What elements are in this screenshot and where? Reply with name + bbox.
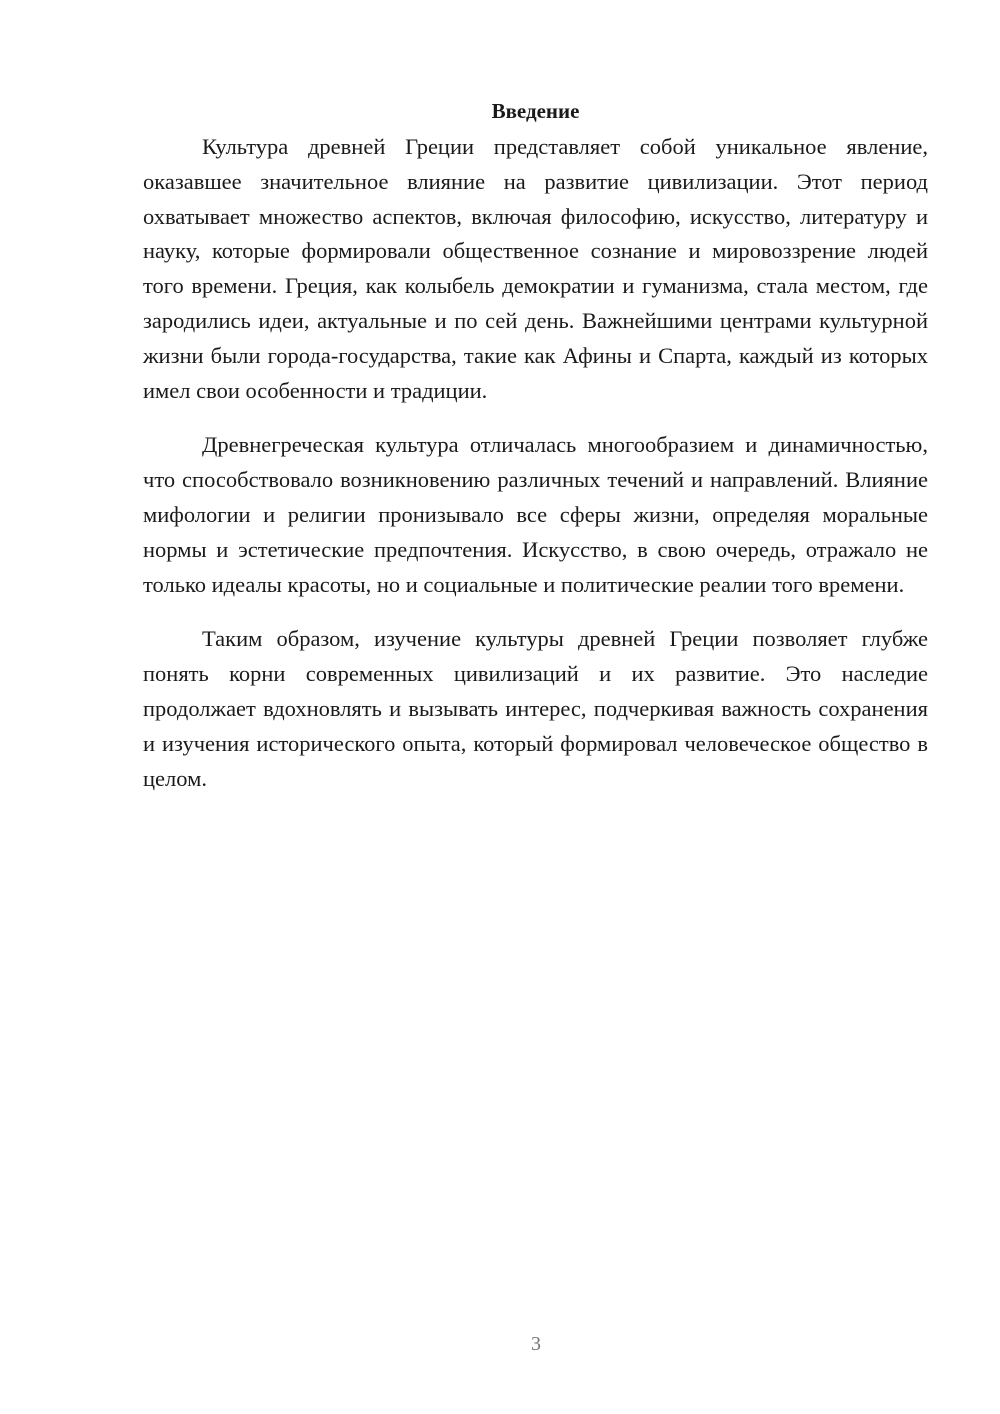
paragraph-3: Таким образом, изучение культуры древней Греции позволяет глубже понять корни современных цивилизаций и их развитие. Это наследие продолжает вдохновлять и вызывать интерес, подчеркивая важность сохранения и изучения исторического опыта, который формировал человеческое общество в целом. (143, 626, 928, 791)
page-number: 3 (531, 1333, 541, 1355)
paragraph-1: Культура древней Греции представляет собой уникальное явление, оказавшее значительное влияние на развитие цивилизации. Этот период охватывает множество аспектов, включая философию, искусство, литературу и науку, которые формировали общественное сознание и мировоззрение людей того времени. Греция, как колыбель демократии и гуманизма, стала местом, где зародились идеи, актуальные и по сей день. Важнейшими центрами культурной жизни были города-государства, такие как Афины и Спарта, каждый из которых имел свои особенности и традиции. (143, 134, 928, 403)
section-heading: Введение (491, 99, 580, 123)
paragraph-2: Древнегреческая культура отличалась многообразием и динамичностью, что способствовало возникновению различных течений и направлений. Влияние мифологии и религии пронизывало все сферы жизни, определяя моральные нормы и эстетические предпочтения. Искусство, в свою очередь, отражало не только идеалы красоты, но и социальные и политические реалии того времени. (143, 432, 928, 597)
page-content (143, 94, 928, 796)
